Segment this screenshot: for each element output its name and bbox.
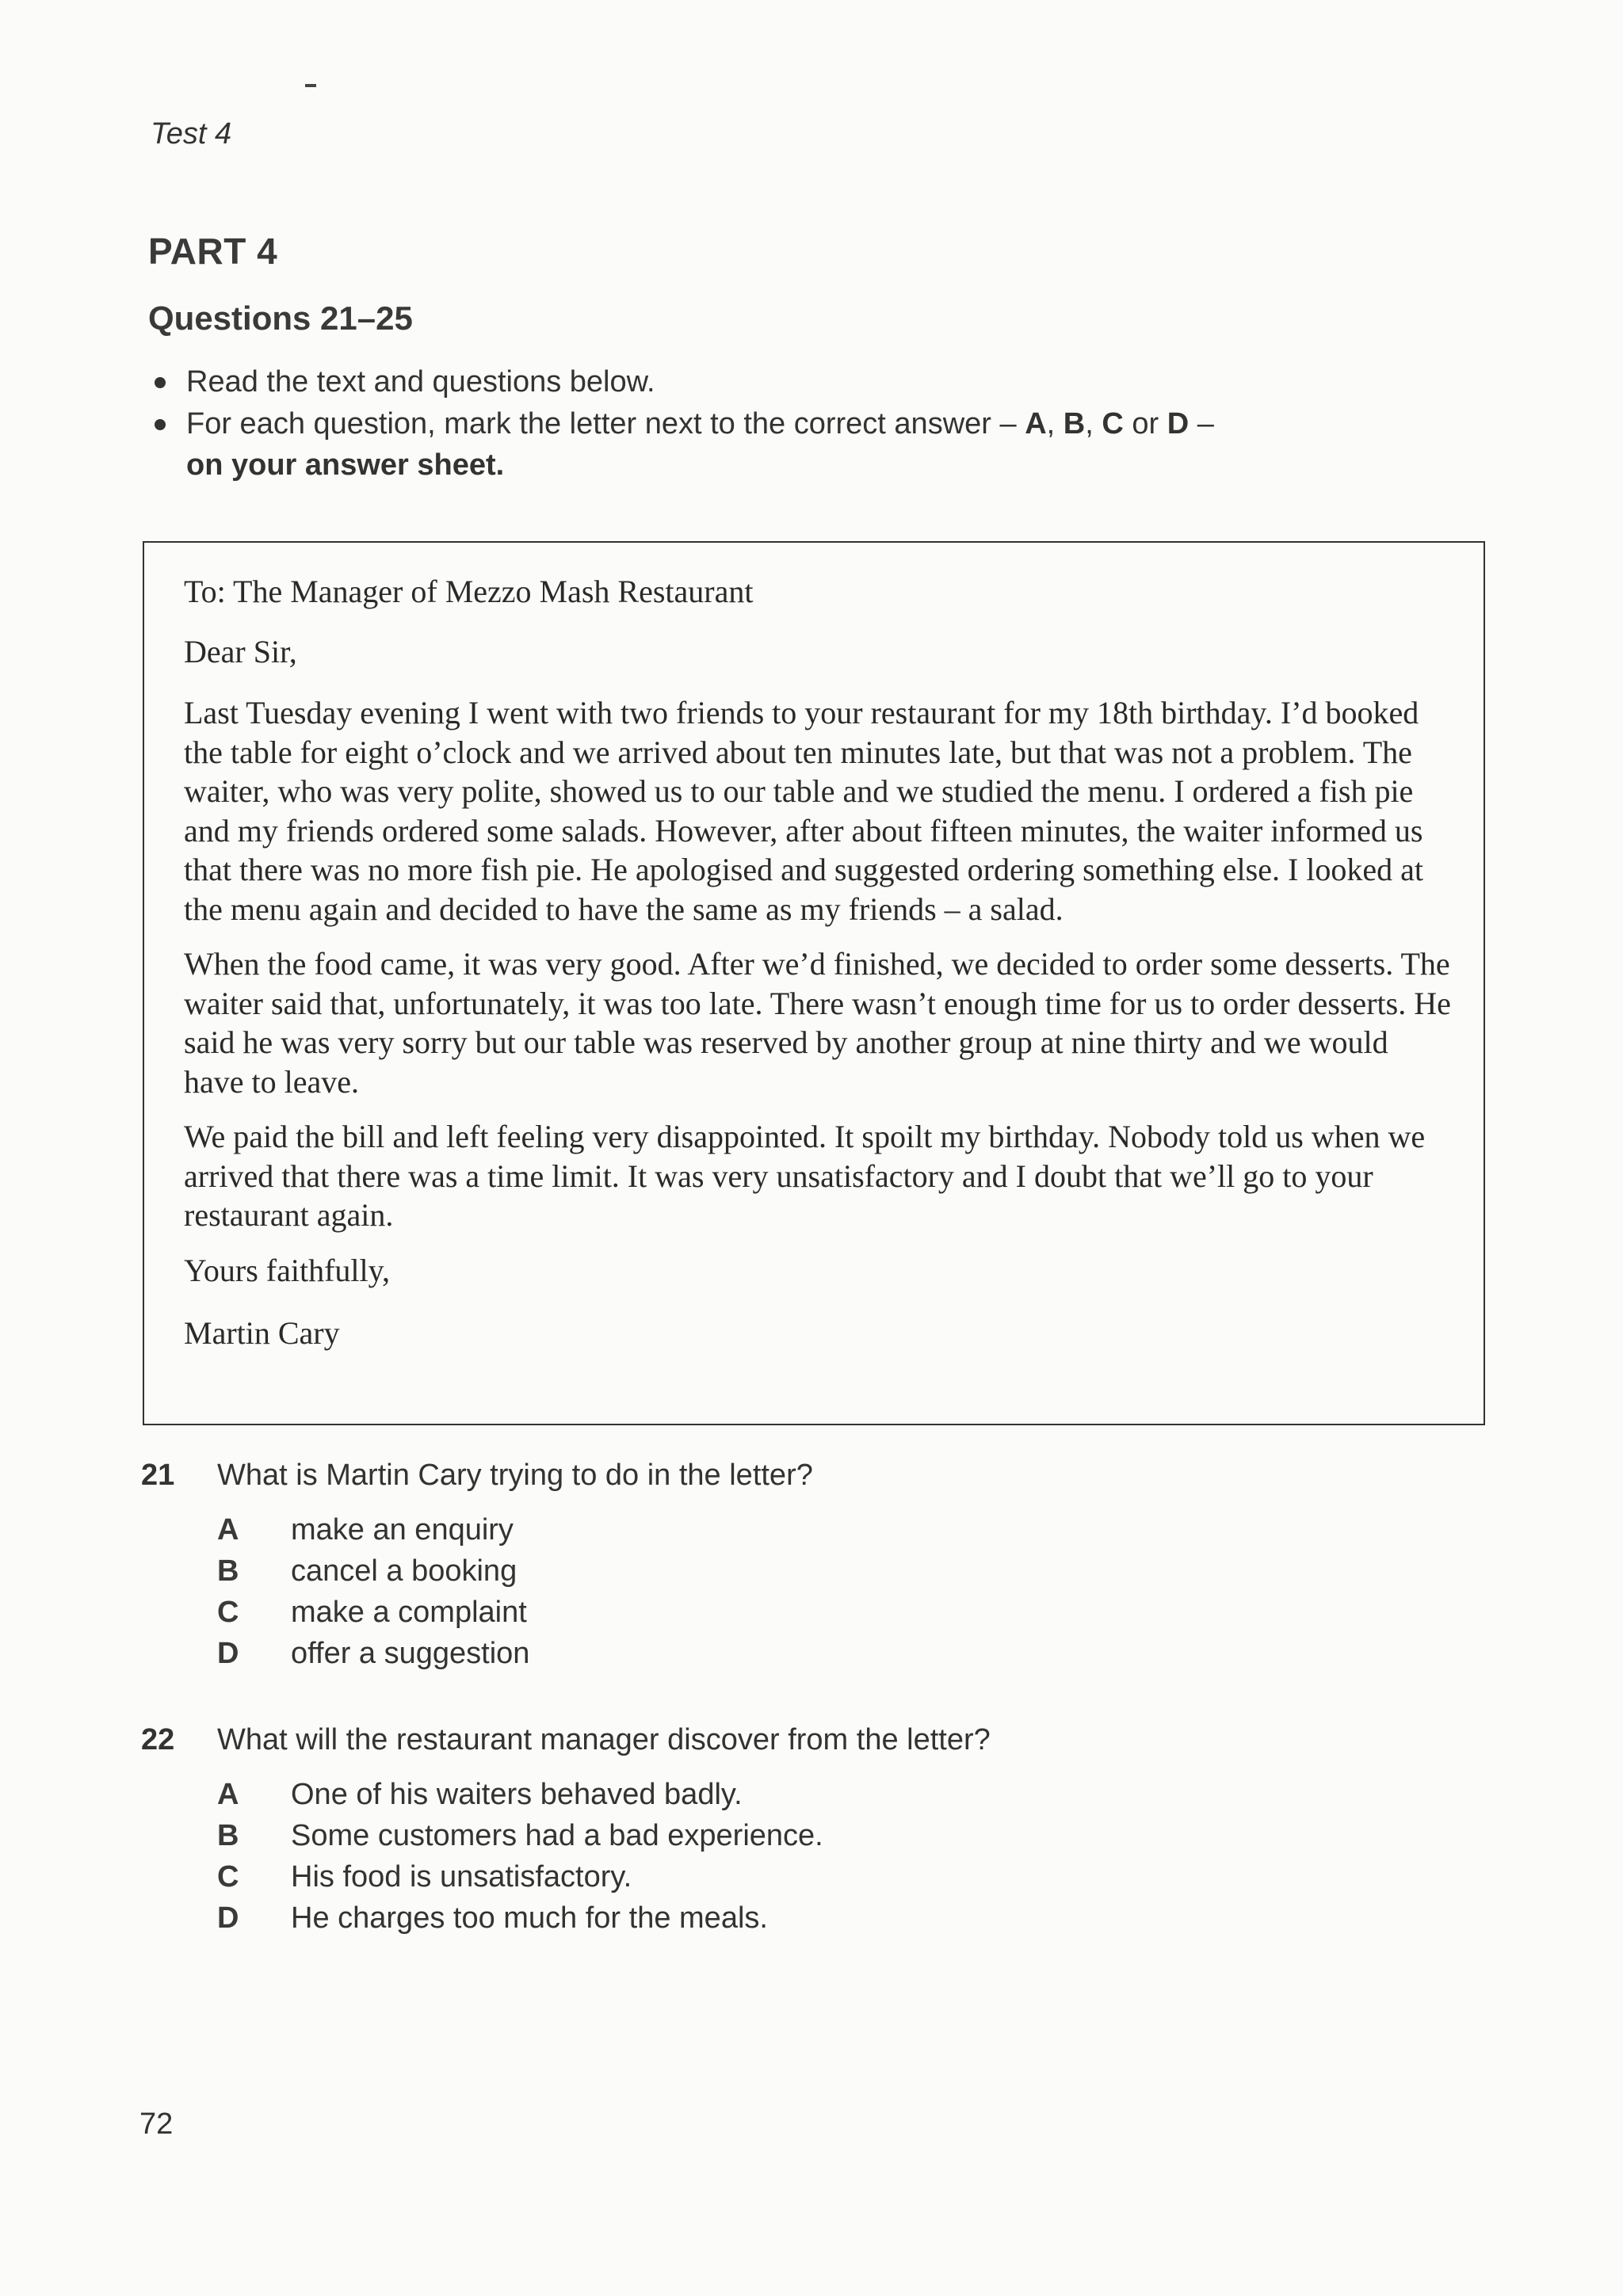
option-letter: C	[217, 1860, 239, 1894]
option-text: Some customers had a bad experience.	[291, 1819, 823, 1852]
option-letter: A	[217, 1513, 239, 1547]
answer-options	[217, 1509, 1327, 1674]
bullet-icon	[155, 419, 166, 430]
answer-letter-d: D	[1167, 407, 1190, 441]
instructions	[155, 361, 1502, 485]
letter-paragraph: We paid the bill and left feeling very disappointed. It spoilt my birthday. Nobody told us when we arrived that there was a time limit. It was very unsatisfactory and I doubt that we’ll go to your restaurant again.	[184, 1119, 1426, 1233]
separator: or	[1123, 407, 1167, 441]
option-letter: D	[217, 1637, 239, 1670]
answer-option[interactable]	[217, 1633, 1327, 1674]
question-text: What will the restaurant manager discover from the letter?	[217, 1723, 991, 1756]
answer-letter-a: A	[1025, 407, 1047, 441]
answer-letter-b: B	[1063, 407, 1086, 441]
option-letter: B	[217, 1819, 239, 1852]
option-letter: C	[217, 1596, 239, 1629]
letter-text	[184, 572, 1452, 1369]
instruction-text: Read the text and questions below.	[186, 365, 655, 399]
answer-option[interactable]	[217, 1774, 1327, 1815]
option-text: His food is unsatisfactory.	[291, 1860, 632, 1894]
letter-closing: Yours faithfully,	[184, 1252, 391, 1288]
bullet-icon	[155, 377, 166, 388]
question-text: What is Martin Cary trying to do in the letter?	[217, 1459, 813, 1492]
option-text: make an enquiry	[291, 1513, 514, 1547]
option-letter: D	[217, 1901, 239, 1935]
separator: ,	[1085, 407, 1102, 441]
test-label: Test 4	[151, 117, 232, 151]
answer-option[interactable]	[217, 1897, 1327, 1939]
answer-options	[217, 1774, 1327, 1939]
option-letter: B	[217, 1554, 239, 1588]
question-number: 21	[141, 1459, 175, 1492]
answer-option[interactable]	[217, 1592, 1327, 1633]
part-title: PART 4	[148, 231, 278, 272]
scan-mark	[305, 84, 316, 87]
answer-option[interactable]	[217, 1550, 1327, 1592]
answer-option[interactable]	[217, 1509, 1327, 1550]
letter-signature: Martin Cary	[184, 1315, 340, 1351]
letter-paragraph: When the food came, it was very good. After we’d finished, we decided to order some desserts. The waiter said that, unfortunately, it was too late. There wasn’t enough time for us to order desserts. He said he was very sorry but our table was reserved by another group at nine thirty and we would have to leave.	[184, 946, 1451, 1100]
option-text: He charges too much for the meals.	[291, 1901, 768, 1935]
letter-paragraph: Last Tuesday evening I went with two friends to your restaurant for my 18th birthday. I’d booked the table for eight o’clock and we arrived about ten minutes late, but that was not a problem. The waiter, who was very polite, showed us to our table and we studied the menu. I ordered a fish pie and my friends ordered some salads. However, after about fifteen minutes, the waiter informed us that there was no more fish pie. He apologised and suggested ordering something else. I looked at the menu again and decided to have the same as my friends – a salad.	[184, 695, 1424, 927]
option-text: make a complaint	[291, 1596, 527, 1629]
questions-range-heading: Questions 21–25	[148, 299, 413, 337]
option-letter: A	[217, 1778, 239, 1811]
answer-letter-c: C	[1102, 407, 1124, 441]
letter-salutation: Dear Sir,	[184, 633, 297, 669]
answer-option[interactable]	[217, 1856, 1327, 1897]
instruction-item	[155, 403, 1502, 445]
question-number: 22	[141, 1723, 175, 1756]
instruction-text: For each question, mark the letter next to the correct answer –	[186, 407, 1025, 441]
instruction-emphasis: on your answer sheet.	[186, 448, 505, 482]
page-number: 72	[139, 2107, 174, 2141]
option-text: One of his waiters behaved badly.	[291, 1778, 743, 1811]
letter-recipient: To: The Manager of Mezzo Mash Restaurant	[184, 574, 754, 609]
option-text: offer a suggestion	[291, 1637, 530, 1670]
option-text: cancel a booking	[291, 1554, 517, 1588]
separator: ,	[1046, 407, 1064, 441]
instruction-item	[155, 361, 1502, 403]
answer-option[interactable]	[217, 1815, 1327, 1856]
instruction-text-end: –	[1189, 407, 1214, 441]
